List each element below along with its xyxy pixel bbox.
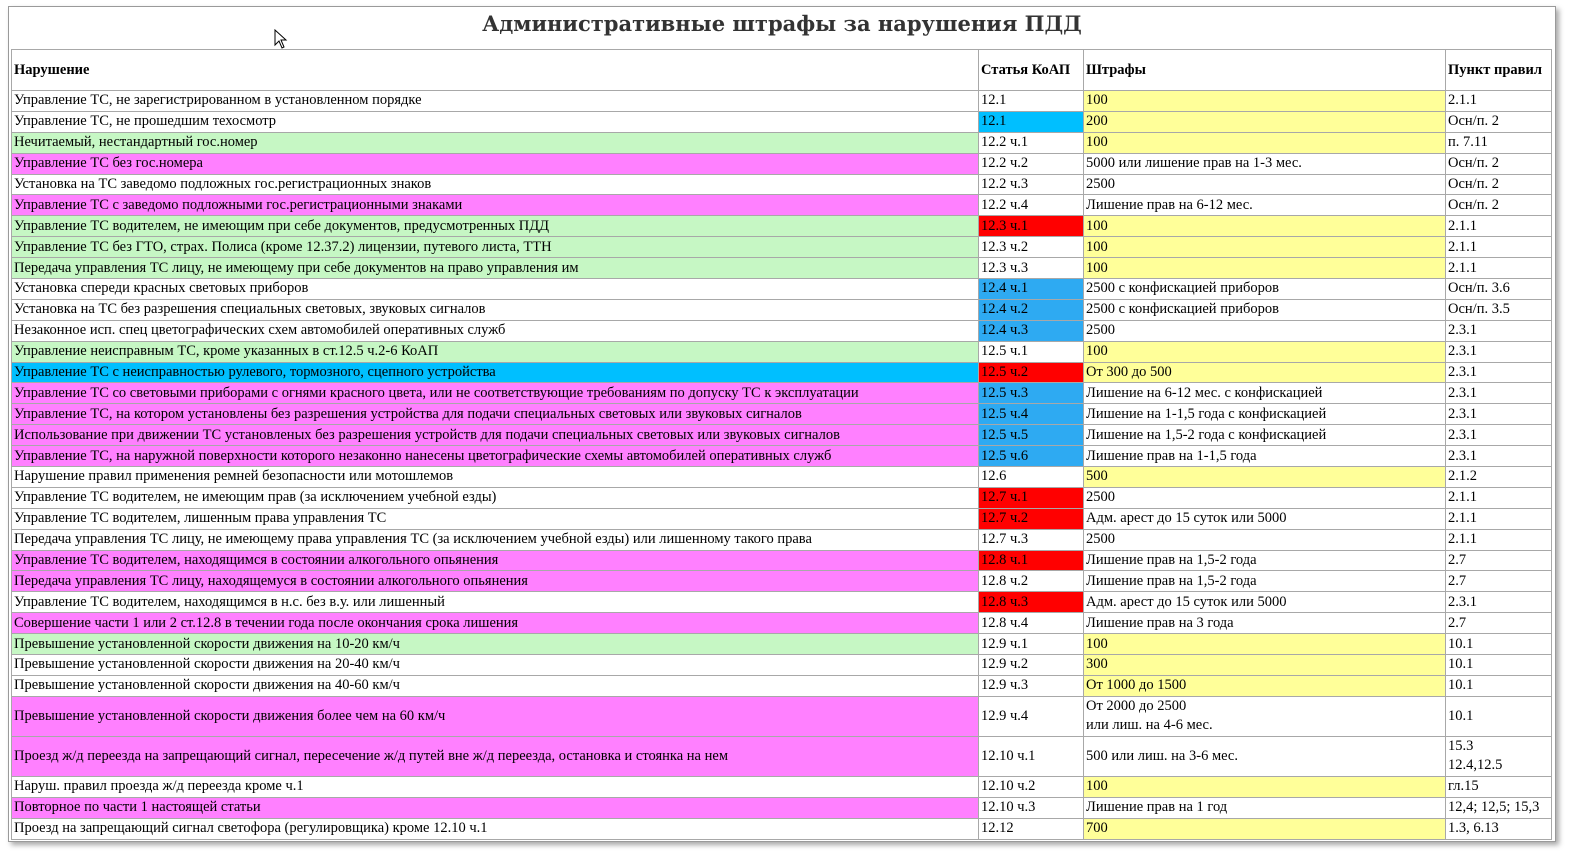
fine-cell: 200 — [1084, 111, 1446, 132]
table-row — [12, 404, 1552, 425]
table-row — [12, 132, 1552, 153]
rule-clause-cell: 10.1 — [1446, 655, 1552, 676]
violation-cell: Использование при движении ТС установленых без разрешения устройств для подачи специальных световых или звуковых сигналов — [12, 425, 979, 446]
rule-clause-cell: Осн/п. 3.6 — [1446, 279, 1552, 300]
table-row — [12, 487, 1552, 508]
table-row — [12, 571, 1552, 592]
fine-cell: Лишение на 6-12 мес. с конфискацией — [1084, 383, 1446, 404]
table-row — [12, 467, 1552, 488]
table-row — [12, 279, 1552, 300]
article-cell: 12.6 — [979, 467, 1084, 488]
violation-cell: Управление ТС с неисправностью рулевого, тормозного, сцепного устройства — [12, 362, 979, 383]
violation-cell: Передача управления ТС лицу, не имеющему при себе документов на право управления им — [12, 258, 979, 279]
table-row — [12, 508, 1552, 529]
violation-cell: Управление ТС водителем, находящимся в состоянии алкогольного опьянения — [12, 550, 979, 571]
rule-clause-cell: 2.3.1 — [1446, 362, 1552, 383]
fine-cell: Лишение прав на 1,5-2 года — [1084, 571, 1446, 592]
table-row — [12, 818, 1552, 839]
mouse-cursor-icon — [274, 29, 288, 49]
fine-cell: Лишение на 1-1,5 года с конфискацией — [1084, 404, 1446, 425]
fine-cell: 2500 — [1084, 487, 1446, 508]
rule-clause-cell: 2.1.1 — [1446, 258, 1552, 279]
article-cell: 12.2 ч.4 — [979, 195, 1084, 216]
fine-cell: Лишение на 1,5-2 года с конфискацией — [1084, 425, 1446, 446]
violation-cell: Превышение установленной скорости движения более чем на 60 км/ч — [12, 696, 979, 736]
violation-cell: Превышение установленной скорости движения на 20-40 км/ч — [12, 655, 979, 676]
table-row — [12, 320, 1552, 341]
fine-cell: 100 — [1084, 634, 1446, 655]
violation-cell: Передача управления ТС лицу, не имеющему права управления ТС (за исключением учебной езды) или лишенному такого права — [12, 529, 979, 550]
rule-clause-cell: гл.15 — [1446, 776, 1552, 797]
article-cell: 12.5 ч.4 — [979, 404, 1084, 425]
rule-clause-cell: 10.1 — [1446, 696, 1552, 736]
article-cell: 12.9 ч.3 — [979, 675, 1084, 696]
violation-cell: Управление ТС, на котором установлены без разрешения устройства для подачи специальных световых или звуковых сигналов — [12, 404, 979, 425]
article-cell: 12.3 ч.1 — [979, 216, 1084, 237]
article-cell: 12.10 ч.1 — [979, 736, 1084, 776]
violation-cell: Управление ТС водителем, лишенным права управления ТС — [12, 508, 979, 529]
violation-cell: Управление ТС, не зарегистрированном в установленном порядке — [12, 91, 979, 112]
rule-clause-cell: 2.3.1 — [1446, 404, 1552, 425]
violation-cell: Установка на ТС заведомо подложных гос.регистрационных знаков — [12, 174, 979, 195]
article-cell: 12.12 — [979, 818, 1084, 839]
header-rule-clause: Пункт правил — [1446, 50, 1552, 91]
fine-cell: От 300 до 500 — [1084, 362, 1446, 383]
document-frame — [8, 6, 1556, 842]
violation-cell: Незаконное исп. спец цветографических схем автомобилей оперативных служб — [12, 320, 979, 341]
fine-cell: 100 — [1084, 341, 1446, 362]
violation-cell: Управление ТС, не прошедшим техосмотр — [12, 111, 979, 132]
rule-clause-cell: 2.1.1 — [1446, 91, 1552, 112]
article-cell: 12.5 ч.5 — [979, 425, 1084, 446]
violation-cell: Превышение установленной скорости движения на 10-20 км/ч — [12, 634, 979, 655]
table-row — [12, 299, 1552, 320]
fine-cell: Лишение прав на 1,5-2 года — [1084, 550, 1446, 571]
violation-cell: Управление ТС водителем, находящимся в н.с. без в.у. или лишенный — [12, 592, 979, 613]
violation-cell: Нечитаемый, нестандартный гос.номер — [12, 132, 979, 153]
fine-cell: Лишение прав на 1-1,5 года — [1084, 446, 1446, 467]
article-cell: 12.3 ч.2 — [979, 237, 1084, 258]
fine-cell: 100 — [1084, 237, 1446, 258]
rule-clause-cell: 2.3.1 — [1446, 446, 1552, 467]
violation-cell: Управление ТС со световыми приборами с огнями красного цвета, или не соответствующие требованиям по допуску ТС к эксплуатации — [12, 383, 979, 404]
table-row — [12, 696, 1552, 736]
article-cell: 12.9 ч.1 — [979, 634, 1084, 655]
rule-clause-cell: 2.7 — [1446, 571, 1552, 592]
violation-cell: Нарушение правил применения ремней безопасности или мотошлемов — [12, 467, 979, 488]
violation-cell: Превышение установленной скорости движения на 40-60 км/ч — [12, 675, 979, 696]
fine-cell: Адм. арест до 15 суток или 5000 — [1084, 508, 1446, 529]
table-row — [12, 195, 1552, 216]
table-row — [12, 362, 1552, 383]
fine-cell: 500 — [1084, 467, 1446, 488]
table-row — [12, 613, 1552, 634]
article-cell: 12.4 ч.2 — [979, 299, 1084, 320]
article-cell: 12.9 ч.2 — [979, 655, 1084, 676]
header-violation: Нарушение — [12, 50, 979, 91]
table-row — [12, 111, 1552, 132]
rule-clause-cell: 2.3.1 — [1446, 383, 1552, 404]
fine-cell: 2500 — [1084, 174, 1446, 195]
fine-cell: Лишение прав на 1 год — [1084, 797, 1446, 818]
fine-cell: 100 — [1084, 216, 1446, 237]
rule-clause-cell: Осн/п. 2 — [1446, 195, 1552, 216]
article-cell: 12.5 ч.2 — [979, 362, 1084, 383]
rule-clause-cell: 2.3.1 — [1446, 320, 1552, 341]
violation-cell: Совершение части 1 или 2 ст.12.8 в течении года после окончания срока лишения — [12, 613, 979, 634]
article-cell: 12.10 ч.3 — [979, 797, 1084, 818]
rule-clause-cell: 2.1.1 — [1446, 487, 1552, 508]
article-cell: 12.1 — [979, 91, 1084, 112]
table-row — [12, 529, 1552, 550]
article-cell: 12.4 ч.1 — [979, 279, 1084, 300]
table-row — [12, 425, 1552, 446]
article-cell: 12.2 ч.1 — [979, 132, 1084, 153]
rule-clause-cell: 2.1.1 — [1446, 237, 1552, 258]
rule-clause-cell: 2.7 — [1446, 613, 1552, 634]
article-cell: 12.7 ч.1 — [979, 487, 1084, 508]
violation-cell: Проезд на запрещающий сигнал светофора (регулировщика) кроме 12.10 ч.1 — [12, 818, 979, 839]
article-cell: 12.8 ч.2 — [979, 571, 1084, 592]
table-row — [12, 736, 1552, 776]
table-row — [12, 153, 1552, 174]
violation-cell: Управление ТС водителем, не имеющим при себе документов, предусмотренных ПДД — [12, 216, 979, 237]
article-cell: 12.5 ч.3 — [979, 383, 1084, 404]
fine-cell: 100 — [1084, 776, 1446, 797]
table-row — [12, 216, 1552, 237]
table-body — [12, 91, 1552, 840]
table-row — [12, 634, 1552, 655]
article-cell: 12.3 ч.3 — [979, 258, 1084, 279]
rule-clause-cell: 1.3, 6.13 — [1446, 818, 1552, 839]
rule-clause-cell: 2.1.1 — [1446, 216, 1552, 237]
fine-cell: 2500 с конфискацией приборов — [1084, 279, 1446, 300]
rule-clause-cell: 10.1 — [1446, 675, 1552, 696]
fine-cell: Лишение прав на 6-12 мес. — [1084, 195, 1446, 216]
rule-clause-cell: 10.1 — [1446, 634, 1552, 655]
table-row — [12, 174, 1552, 195]
violation-cell: Повторное по части 1 настоящей статьи — [12, 797, 979, 818]
fine-cell: От 2000 до 2500 или лиш. на 4-6 мес. — [1084, 696, 1446, 736]
article-cell: 12.8 ч.1 — [979, 550, 1084, 571]
table-row — [12, 91, 1552, 112]
rule-clause-cell: Осн/п. 2 — [1446, 174, 1552, 195]
fine-cell: 700 — [1084, 818, 1446, 839]
violation-cell: Управление ТС водителем, не имеющим прав (за исключением учебной езды) — [12, 487, 979, 508]
table-row — [12, 675, 1552, 696]
rule-clause-cell: 12,4; 12,5; 15,3 — [1446, 797, 1552, 818]
fine-cell: Адм. арест до 15 суток или 5000 — [1084, 592, 1446, 613]
table-row — [12, 341, 1552, 362]
fine-cell: 100 — [1084, 258, 1446, 279]
violation-cell: Управление ТС с заведомо подложными гос.регистрационными знаками — [12, 195, 979, 216]
fines-table — [11, 49, 1552, 840]
violation-cell: Проезд ж/д переезда на запрещающий сигнал, пересечение ж/д путей вне ж/д переезда, остановка и стоянка на нем — [12, 736, 979, 776]
fine-cell: 2500 — [1084, 529, 1446, 550]
header-fines: Штрафы — [1084, 50, 1446, 91]
rule-clause-cell: 2.3.1 — [1446, 592, 1552, 613]
rule-clause-cell: 15.3 12.4,12.5 — [1446, 736, 1552, 776]
fine-cell: 5000 или лишение прав на 1-3 мес. — [1084, 153, 1446, 174]
rule-clause-cell: 2.3.1 — [1446, 341, 1552, 362]
violation-cell: Установка спереди красных световых приборов — [12, 279, 979, 300]
fine-cell: От 1000 до 1500 — [1084, 675, 1446, 696]
page-title: Административные штрафы за нарушения ПДД — [482, 11, 1082, 36]
table-row — [12, 776, 1552, 797]
table-row — [12, 383, 1552, 404]
rule-clause-cell: 2.1.2 — [1446, 467, 1552, 488]
header-article: Статья КоАП — [979, 50, 1084, 91]
violation-cell: Управление неисправным ТС, кроме указанных в ст.12.5 ч.2-6 КоАП — [12, 341, 979, 362]
article-cell: 12.5 ч.1 — [979, 341, 1084, 362]
rule-clause-cell: 2.1.1 — [1446, 508, 1552, 529]
article-cell: 12.4 ч.3 — [979, 320, 1084, 341]
article-cell: 12.7 ч.2 — [979, 508, 1084, 529]
article-cell: 12.9 ч.4 — [979, 696, 1084, 736]
table-row — [12, 237, 1552, 258]
rule-clause-cell: 2.1.1 — [1446, 529, 1552, 550]
rule-clause-cell: Осн/п. 2 — [1446, 111, 1552, 132]
violation-cell: Управление ТС, на наружной поверхности которого незаконно нанесены цветографические схемы автомобилей оперативных служб — [12, 446, 979, 467]
article-cell: 12.5 ч.6 — [979, 446, 1084, 467]
violation-cell: Передача управления ТС лицу, находящемуся в состоянии алкогольного опьянения — [12, 571, 979, 592]
fine-cell: 300 — [1084, 655, 1446, 676]
article-cell: 12.1 — [979, 111, 1084, 132]
article-cell: 12.2 ч.3 — [979, 174, 1084, 195]
article-cell: 12.7 ч.3 — [979, 529, 1084, 550]
table-row — [12, 446, 1552, 467]
violation-cell: Управление ТС без ГТО, страх. Полиса (кроме 12.37.2) лицензии, путевого листа, ТТН — [12, 237, 979, 258]
article-cell: 12.10 ч.2 — [979, 776, 1084, 797]
rule-clause-cell: 2.3.1 — [1446, 425, 1552, 446]
table-row — [12, 550, 1552, 571]
table-row — [12, 797, 1552, 818]
fine-cell: 2500 — [1084, 320, 1446, 341]
article-cell: 12.8 ч.4 — [979, 613, 1084, 634]
fine-cell: 100 — [1084, 91, 1446, 112]
fine-cell: 2500 с конфискацией приборов — [1084, 299, 1446, 320]
rule-clause-cell: Осн/п. 3.5 — [1446, 299, 1552, 320]
rule-clause-cell: 2.7 — [1446, 550, 1552, 571]
fine-cell: 100 — [1084, 132, 1446, 153]
article-cell: 12.2 ч.2 — [979, 153, 1084, 174]
table-header-row — [12, 50, 1552, 91]
table-row — [12, 655, 1552, 676]
violation-cell: Установка на ТС без разрешения специальных световых, звуковых сигналов — [12, 299, 979, 320]
fine-cell: 500 или лиш. на 3-6 мес. — [1084, 736, 1446, 776]
violation-cell: Управление ТС без гос.номера — [12, 153, 979, 174]
table-row — [12, 258, 1552, 279]
rule-clause-cell: п. 7.11 — [1446, 132, 1552, 153]
violation-cell: Наруш. правил проезда ж/д переезда кроме ч.1 — [12, 776, 979, 797]
table-row — [12, 592, 1552, 613]
rule-clause-cell: Осн/п. 2 — [1446, 153, 1552, 174]
article-cell: 12.8 ч.3 — [979, 592, 1084, 613]
fine-cell: Лишение прав на 3 года — [1084, 613, 1446, 634]
